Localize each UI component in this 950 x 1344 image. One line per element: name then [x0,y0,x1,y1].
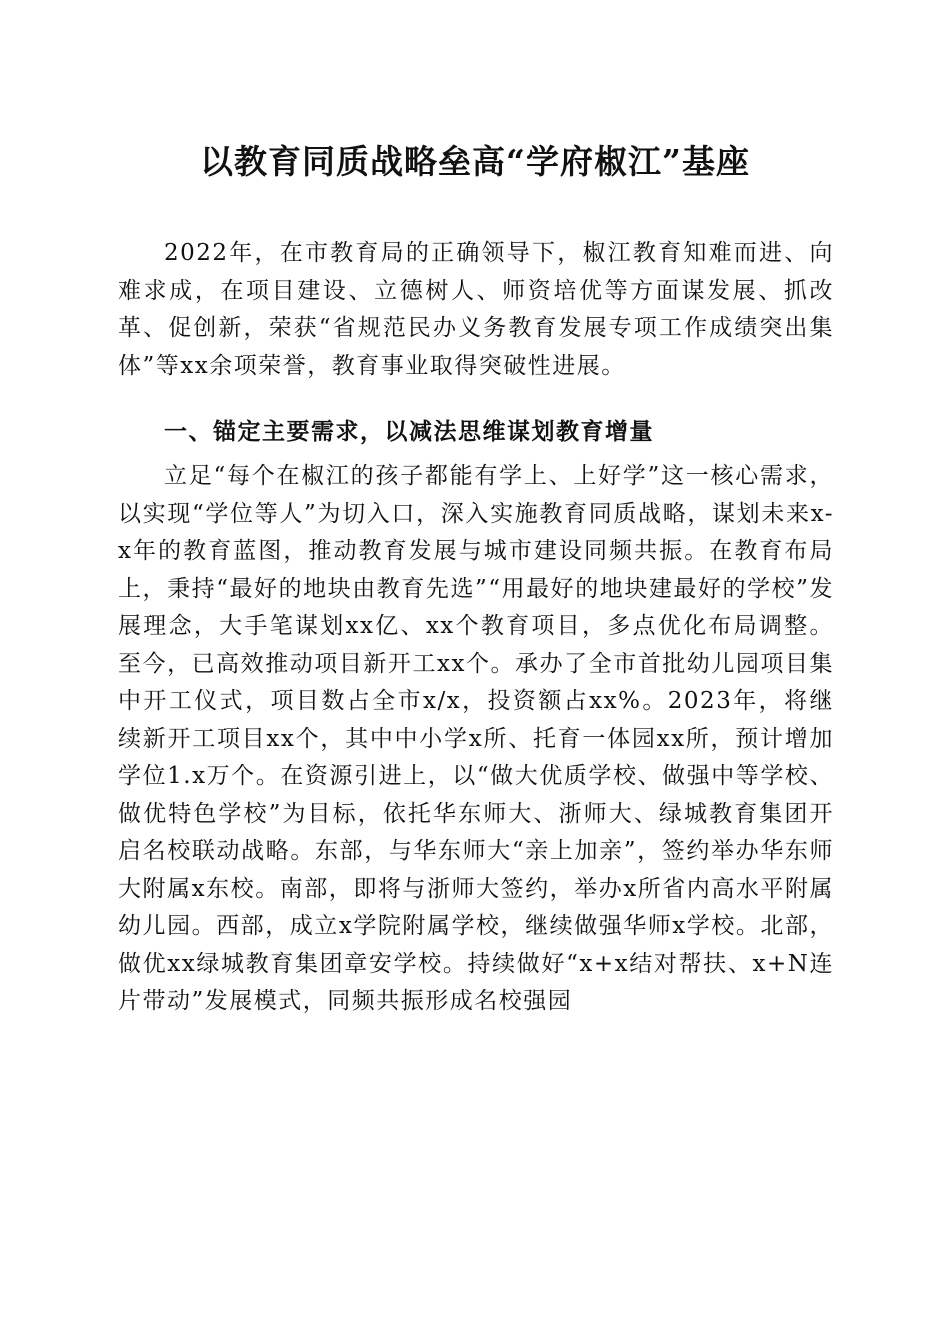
section-heading: 一、锚定主要需求，以减法思维谋划教育增量 [164,419,654,445]
section-paragraph: 立足“每个在椒江的孩子都能有学上、上好学”这一核心需求，以实现“学位等人”为切入口，深入实施教育同质战略，谋划未来x-x年的教育蓝图，推动教育发展与城市建设同频共振。在教育布局上，秉持“最好的地块由教育先选”“用最好的地块建最好的学校”发展理念，大手笔谋划xx亿、xx个教育项目，多点优化布局调整。至今，已高效推动项目新开工xx个。承办了全市首批幼儿园项目集中开工仪式，项目数占全市x/x，投资额占xx%。2023年，将继续新开工项目xx个，其中中小学x所、托育一体园xx所，预计增加学位1.x万个。在资源引进上，以“做大优质学校、做强中等学校、做优特色学校”为目标，依托华东师大、浙师大、绿城教育集团开启名校联动战略。东部，与华东师大“亲上加亲”，签约举办华东师大附属x东校。南部，即将与浙师大签约，举办x所省内高水平附属幼儿园。西部，成立x学院附属学校，继续做强华师x学校。北部，做优xx绿城教育集团章安学校。持续做好“x+x结对帮扶、x+N连片带动”发展模式，同频共振形成名校强园 [118,463,834,1014]
document-title: 以教育同质战略垒高“学府椒江”基座 [200,142,750,181]
intro-paragraph: 2022年，在市教育局的正确领导下，椒江教育知难而进、向难求成，在项目建设、立德树人、师资培优等方面谋发展、抓改革、促创新，荣获“省规范民办义务教育发展专项工作成绩突出集体”等xx余项荣誉，教育事业取得突破性进展。 [118,240,834,379]
